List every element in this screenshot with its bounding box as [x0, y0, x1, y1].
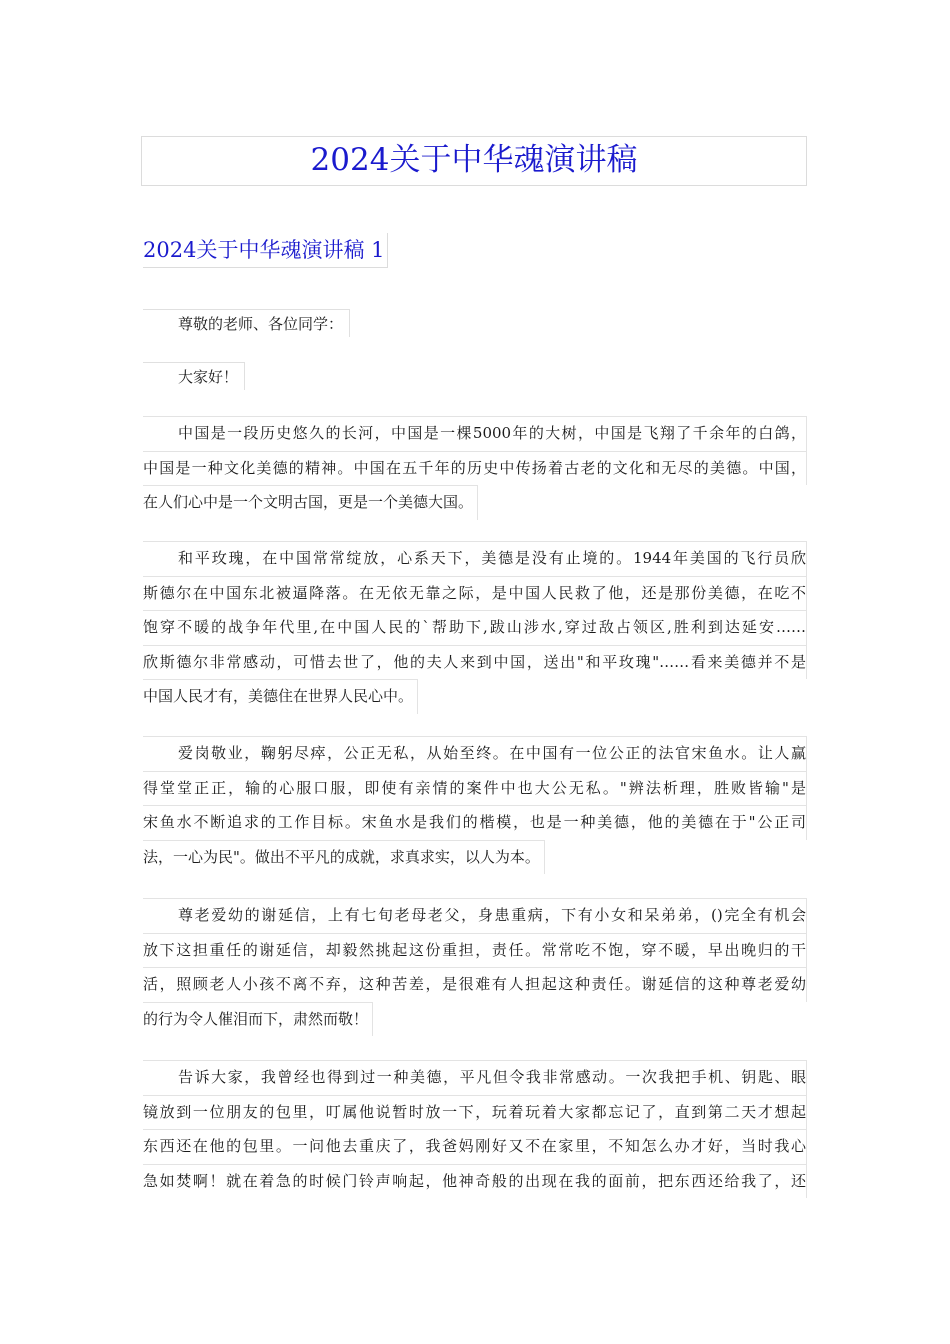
- paragraph-line: 斯德尔在中国东北被逼降落。在无依无靠之际，是中国人民救了他，还是那份美德，在吃不: [143, 576, 807, 611]
- paragraph: [143, 736, 807, 878]
- paragraph-line: 尊老爱幼的谢延信，上有七旬老母老父，身患重病，下有小女和呆弟弟，()完全有机会: [143, 898, 807, 933]
- section-heading: 2024关于中华魂演讲稿 1: [143, 233, 388, 268]
- paragraph-line: 爱岗敬业，鞠躬尽瘁，公正无私，从始至终。在中国有一位公正的法官宋鱼水。让人赢: [143, 736, 807, 771]
- paragraph-line: 急如焚啊！就在着急的时候门铃声响起，他神奇般的出现在我的面前，把东西还给我了，还: [143, 1164, 807, 1199]
- paragraph: [143, 416, 807, 524]
- paragraph-line: 东西还在他的包里。一问他去重庆了，我爸妈刚好又不在家里，不知怎么办才好，当时我心: [143, 1129, 807, 1164]
- paragraph-line: 宋鱼水不断追求的工作目标。宋鱼水是我们的楷模，也是一种美德，他的美德在于"公正司: [143, 805, 807, 840]
- paragraph-line: 得堂堂正正，输的心服口服，即使有亲情的案件中也大公无私。"辨法析理，胜败皆输"是: [143, 771, 807, 806]
- paragraph-line: 镜放到一位朋友的包里，叮属他说暂时放一下，玩着玩着大家都忘记了，直到第二天才想起: [143, 1095, 807, 1130]
- paragraph: [143, 898, 807, 1040]
- paragraph-line: 中国是一种文化美德的精神。中国在五千年的历史中传扬着古老的文化和无尽的美德。中国，: [143, 451, 807, 486]
- paragraph-line: 饱穿不暖的战争年代里,在中国人民的`帮助下,跋山涉水,穿过敌占领区,胜利到达延安……: [143, 610, 807, 645]
- greeting: 大家好！: [143, 362, 245, 390]
- paragraph-line: 告诉大家，我曾经也得到过一种美德，平凡但令我非常感动。一次我把手机、钥匙、眼: [143, 1060, 807, 1095]
- paragraph: [143, 1060, 807, 1198]
- paragraph-line: 法，一心为民"。做出不平凡的成就，求真求实，以人为本。: [143, 840, 545, 875]
- paragraph-line: 中国人民才有，美德住在世界人民心中。: [143, 679, 418, 714]
- paragraph-line: 放下这担重任的谢延信，却毅然挑起这份重担，责任。常常吃不饱，穿不暖，早出晚归的干: [143, 933, 807, 968]
- paragraph-line: 欣斯德尔非常感动，可惜去世了，他的夫人来到中国，送出"和平玫瑰"……看来美德并不是: [143, 645, 807, 680]
- paragraph-line: 在人们心中是一个文明古国，更是一个美德大国。: [143, 485, 478, 520]
- paragraph: [143, 541, 807, 718]
- document-title: 2024关于中华魂演讲稿: [141, 136, 807, 186]
- paragraph-line: 和平玫瑰，在中国常常绽放，心系天下，美德是没有止境的。1944年美国的飞行员欣: [143, 541, 807, 576]
- paragraph-line: 的行为令人催泪而下，肃然而敬！: [143, 1002, 373, 1037]
- paragraph-line: 活，照顾老人小孩不离不弃，这种苦差，是很难有人担起这种责任。谢延信的这种尊老爱幼: [143, 967, 807, 1002]
- salutation: 尊敬的老师、各位同学：: [143, 309, 350, 337]
- paragraph-line: 中国是一段历史悠久的长河，中国是一棵5000年的大树，中国是飞翔了千余年的白鸽，: [143, 416, 807, 451]
